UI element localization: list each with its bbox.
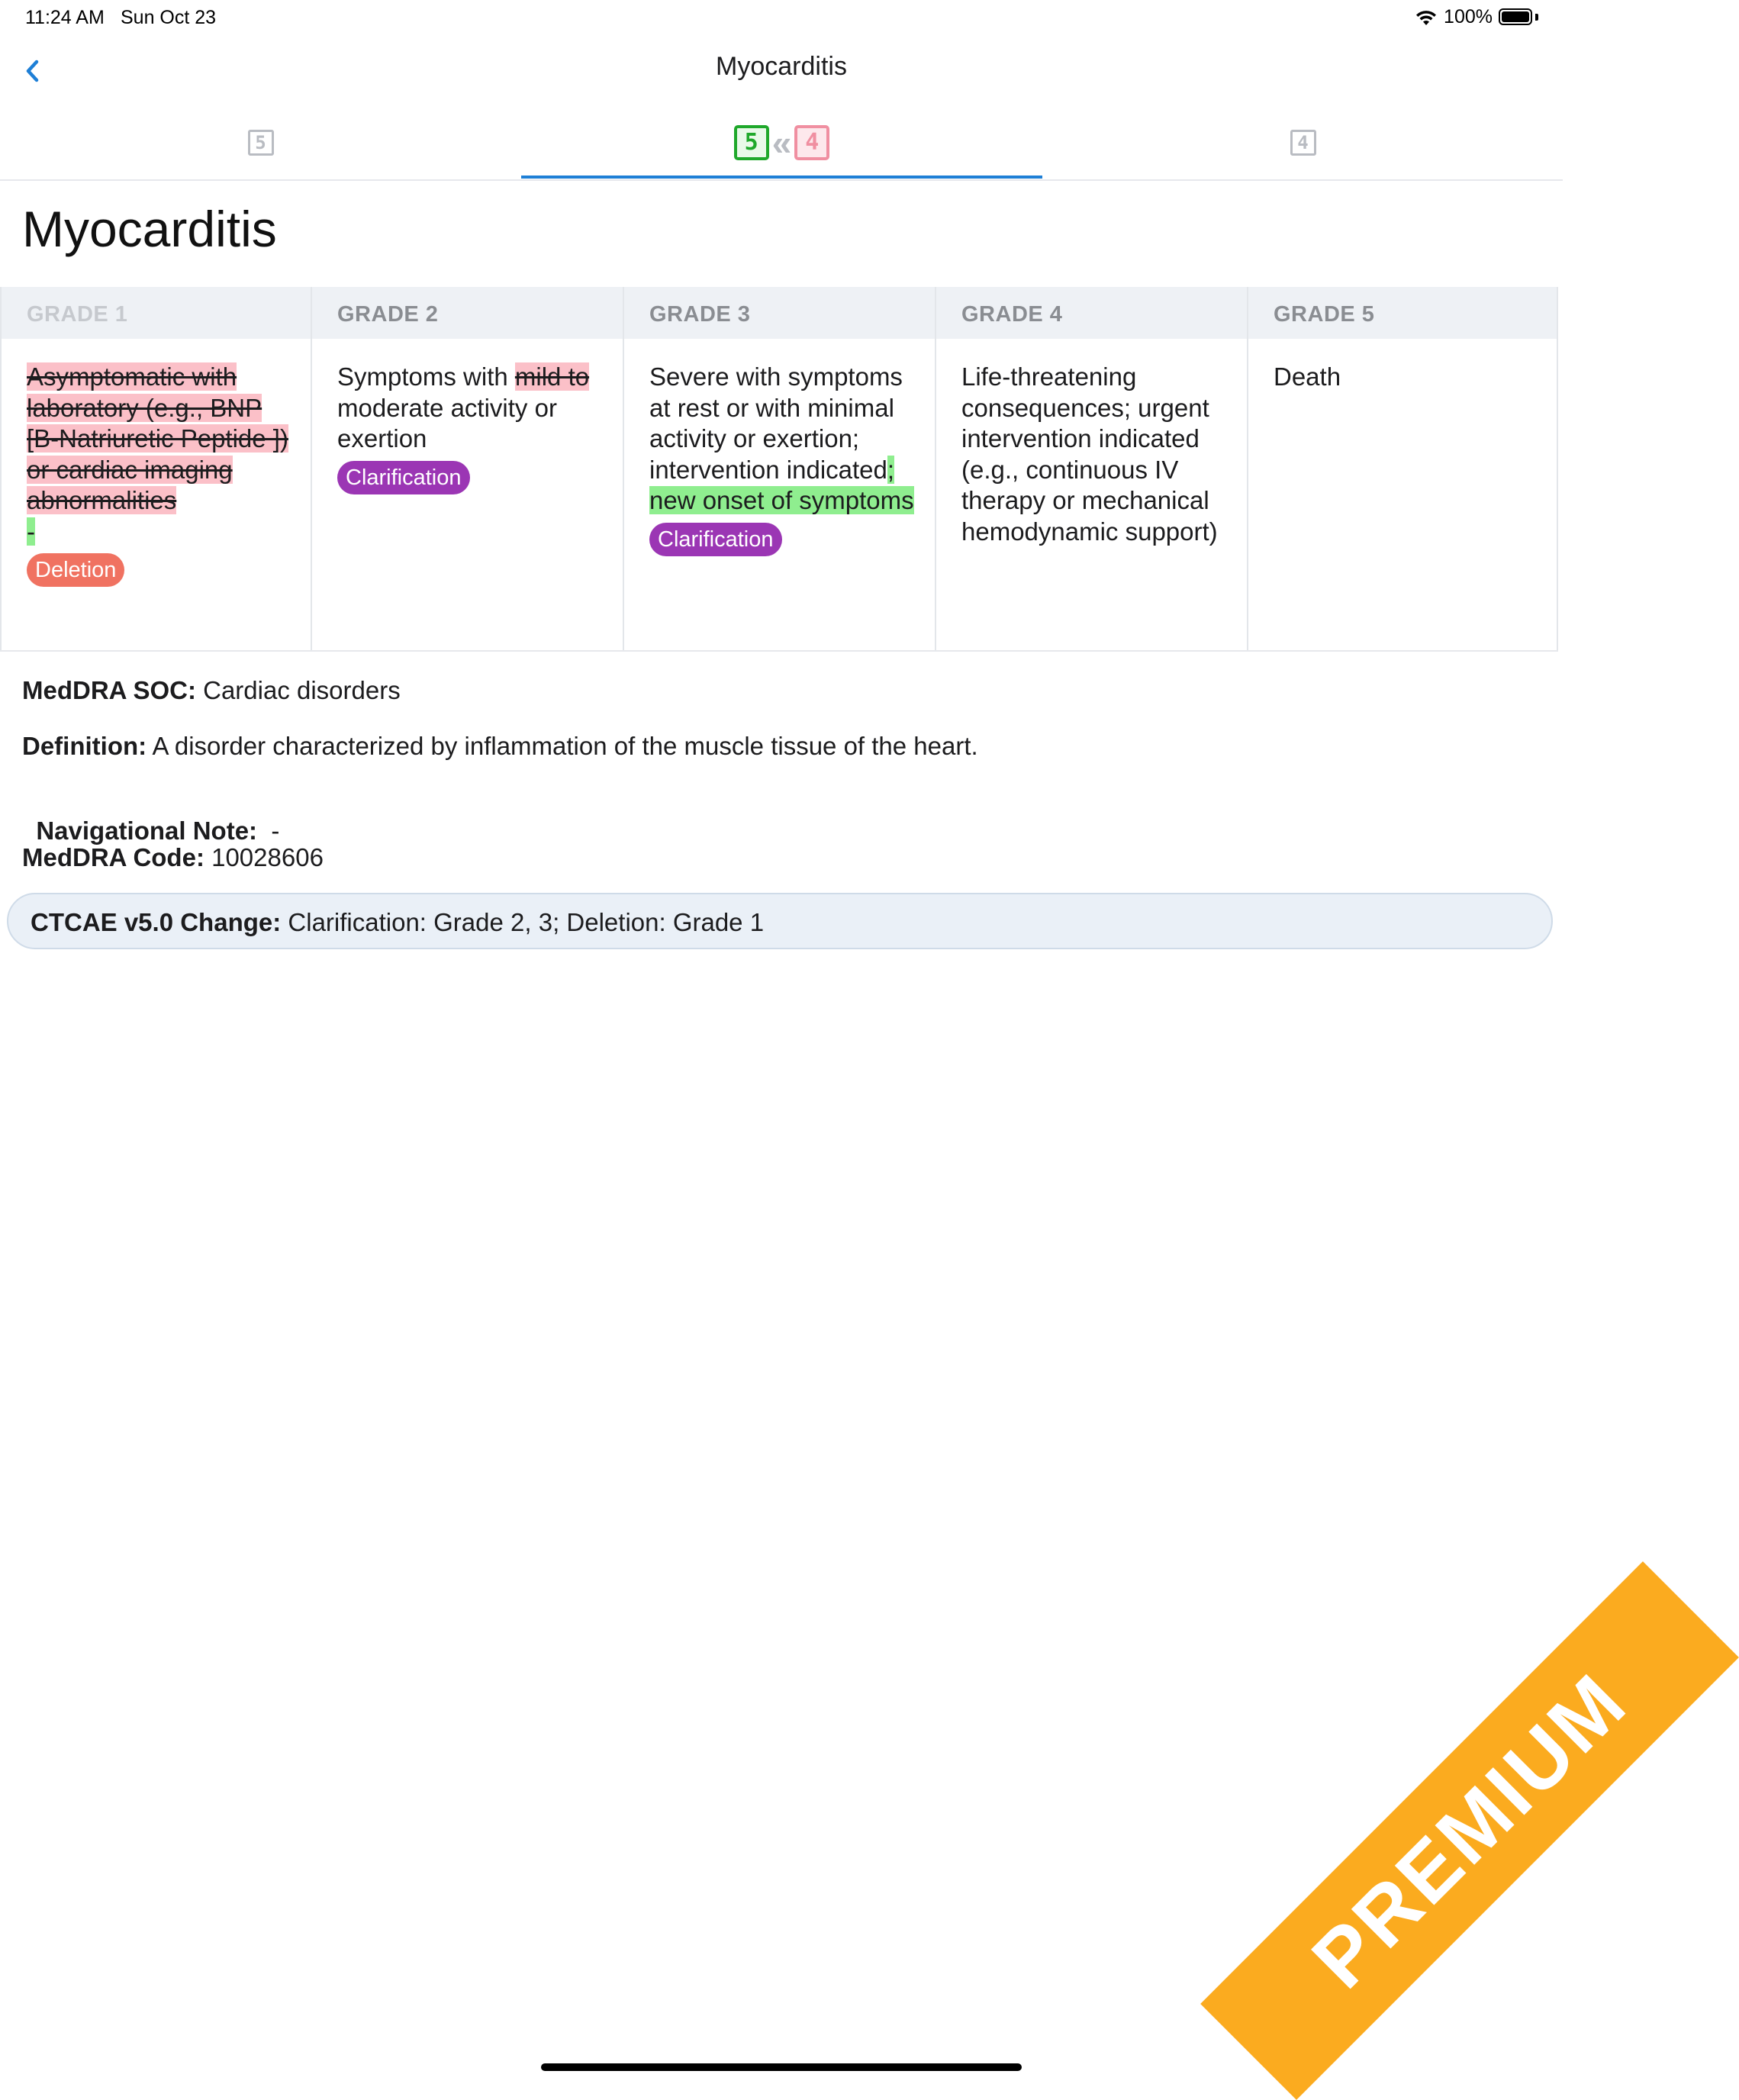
meddra-soc — [22, 676, 401, 705]
grade-description-3 — [624, 339, 935, 556]
premium-ribbon[interactable] — [1013, 1535, 1644, 2085]
tab-selection-indicator — [521, 176, 1042, 179]
grade-column-1 — [0, 287, 312, 650]
grade-header-2: GRADE 2 — [312, 287, 623, 339]
battery-icon — [1499, 8, 1538, 27]
meddra-soc-value: Cardiac disorders — [195, 676, 401, 704]
ctcae-change-summary — [7, 893, 1553, 949]
navigational-note-label: Navigational Note: — [36, 816, 258, 845]
navigational-note — [22, 788, 279, 845]
change-label: CTCAE v5.0 Change: — [31, 908, 282, 936]
definition-value: A disorder characterized by inflammation of the muscle tissue of the heart. — [147, 732, 978, 760]
status-bar — [0, 0, 1563, 37]
status-date: Sun Oct 23 — [121, 7, 217, 28]
grade-column-2 — [312, 287, 624, 650]
grade-header-3: GRADE 3 — [624, 287, 935, 339]
tab-version-4[interactable] — [1042, 105, 1563, 179]
status-time: 11:24 AM — [25, 7, 105, 28]
battery-percent: 100% — [1444, 6, 1493, 27]
definition-label: Definition: — [22, 732, 147, 760]
tab-compare-5-4[interactable] — [521, 105, 1042, 179]
premium-ribbon-text: PREMIUM — [1295, 1656, 1644, 2005]
clarification-badge[interactable]: Clarification — [337, 461, 470, 494]
grade-description-2 — [312, 339, 623, 494]
deleted-text: mild to — [514, 362, 590, 391]
version-5-new-icon: 5 — [734, 125, 769, 160]
grade-header-1: GRADE 1 — [2, 287, 311, 339]
home-indicator — [541, 2063, 1022, 2071]
definition — [22, 732, 978, 761]
status-indicators — [1415, 6, 1538, 28]
meddra-code-label: MedDRA Code: — [22, 843, 204, 871]
wifi-icon — [1415, 8, 1438, 27]
grade-column-4 — [936, 287, 1248, 650]
inserted-text: ; new onset of symptoms — [649, 455, 914, 514]
navigational-note-value: - — [257, 816, 280, 845]
grade-description-5: Death — [1274, 362, 1341, 391]
nav-title: Myocarditis — [716, 52, 847, 81]
deleted-text: Asymptomatic with laboratory (e.g., BNP [B-Natriuretic Peptide ]) or cardiac imaging abnormalities — [27, 362, 288, 514]
navigation-bar — [0, 37, 1563, 105]
grade-header-4: GRADE 4 — [936, 287, 1247, 339]
grade-text: Symptoms with — [337, 362, 515, 391]
change-value: Clarification: Grade 2, 3; Deletion: Grade 1 — [281, 908, 765, 936]
version-4-icon: 4 — [1290, 130, 1316, 156]
meddra-soc-label: MedDRA SOC: — [22, 676, 196, 704]
grade-header-5: GRADE 5 — [1248, 287, 1557, 339]
deletion-badge[interactable]: Deletion — [27, 553, 124, 587]
meddra-code — [22, 843, 324, 872]
version-4-old-icon: 4 — [794, 125, 829, 160]
page-title: Myocarditis — [22, 201, 277, 257]
version-5-icon: 5 — [248, 130, 274, 156]
double-chevron-left-icon: « — [771, 122, 792, 163]
grade-column-5 — [1248, 287, 1558, 650]
grade-text: Severe with symptoms at rest or with minimal activity or exertion; intervention indicated — [649, 362, 903, 484]
clarification-badge[interactable]: Clarification — [649, 523, 782, 556]
grade-text: moderate activity or exertion — [337, 393, 557, 453]
tab-version-5[interactable] — [0, 105, 521, 179]
premium-ribbon-band — [1200, 1561, 1739, 2100]
version-tabs — [0, 105, 1563, 181]
grade-column-3 — [624, 287, 936, 650]
meddra-code-value: 10028606 — [204, 843, 324, 871]
grade-description-4: Life-threatening consequences; urgent intervention indicated (e.g., continuous IV therapy or mechanical hemodynamic support) — [961, 362, 1218, 546]
inserted-text: - — [27, 517, 35, 546]
grade-table — [0, 287, 1558, 652]
grade-description-1 — [2, 339, 311, 587]
